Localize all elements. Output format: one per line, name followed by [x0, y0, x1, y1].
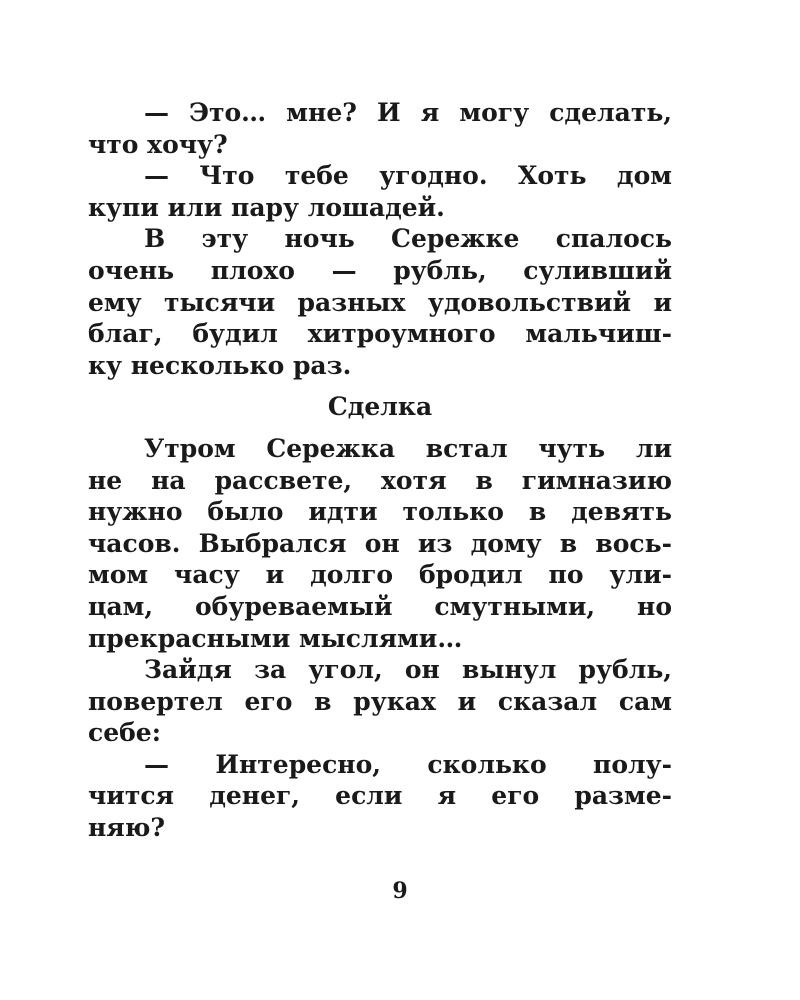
text-line: мом часу и долго бродил по ули- [88, 560, 672, 590]
text-line: нужно было идти только в девять [88, 497, 672, 527]
book-page [88, 97, 672, 844]
text-line: купи или пару лошадей. [88, 192, 445, 222]
text-line: очень плохо — рубль, суливший [88, 255, 672, 285]
text-line: чится денег, если я его разме- [88, 781, 672, 811]
page-number: 9 [392, 878, 408, 904]
text-line: прекрасными мыслями… [88, 623, 463, 653]
text-line: цам, обуреваемый смутными, но [88, 591, 672, 621]
text-block-bottom [88, 433, 672, 844]
text-block-top [88, 97, 672, 381]
text-line: Зайдя за угол, он вынул рубль, [144, 655, 672, 685]
text-line: часов. Выбрался он из дому в вось- [88, 528, 672, 558]
text-line: — Это… мне? И я могу сделать, [144, 98, 672, 127]
text-line: ку несколько раз. [88, 350, 352, 380]
chapter-heading: Сделка [327, 392, 433, 422]
text-line: благ, будил хитроумного мальчиш- [88, 319, 672, 349]
text-line: В эту ночь Сережке спалось [144, 224, 672, 254]
text-line: — Что тебе угодно. Хоть дом [144, 161, 672, 191]
text-line: — Интересно, сколько полу- [144, 749, 672, 779]
text-line: ему тысячи разных удовольствий и [88, 287, 672, 317]
text-line: себе: [88, 718, 161, 748]
text-line: что хочу? [88, 129, 228, 159]
text-line: Утром Сережка встал чуть ли [144, 433, 672, 463]
text-line: повертел его в руках и сказал сам [88, 686, 672, 716]
text-line: не на рассвете, хотя в гимназию [88, 465, 672, 495]
text-line: няю? [88, 813, 166, 843]
